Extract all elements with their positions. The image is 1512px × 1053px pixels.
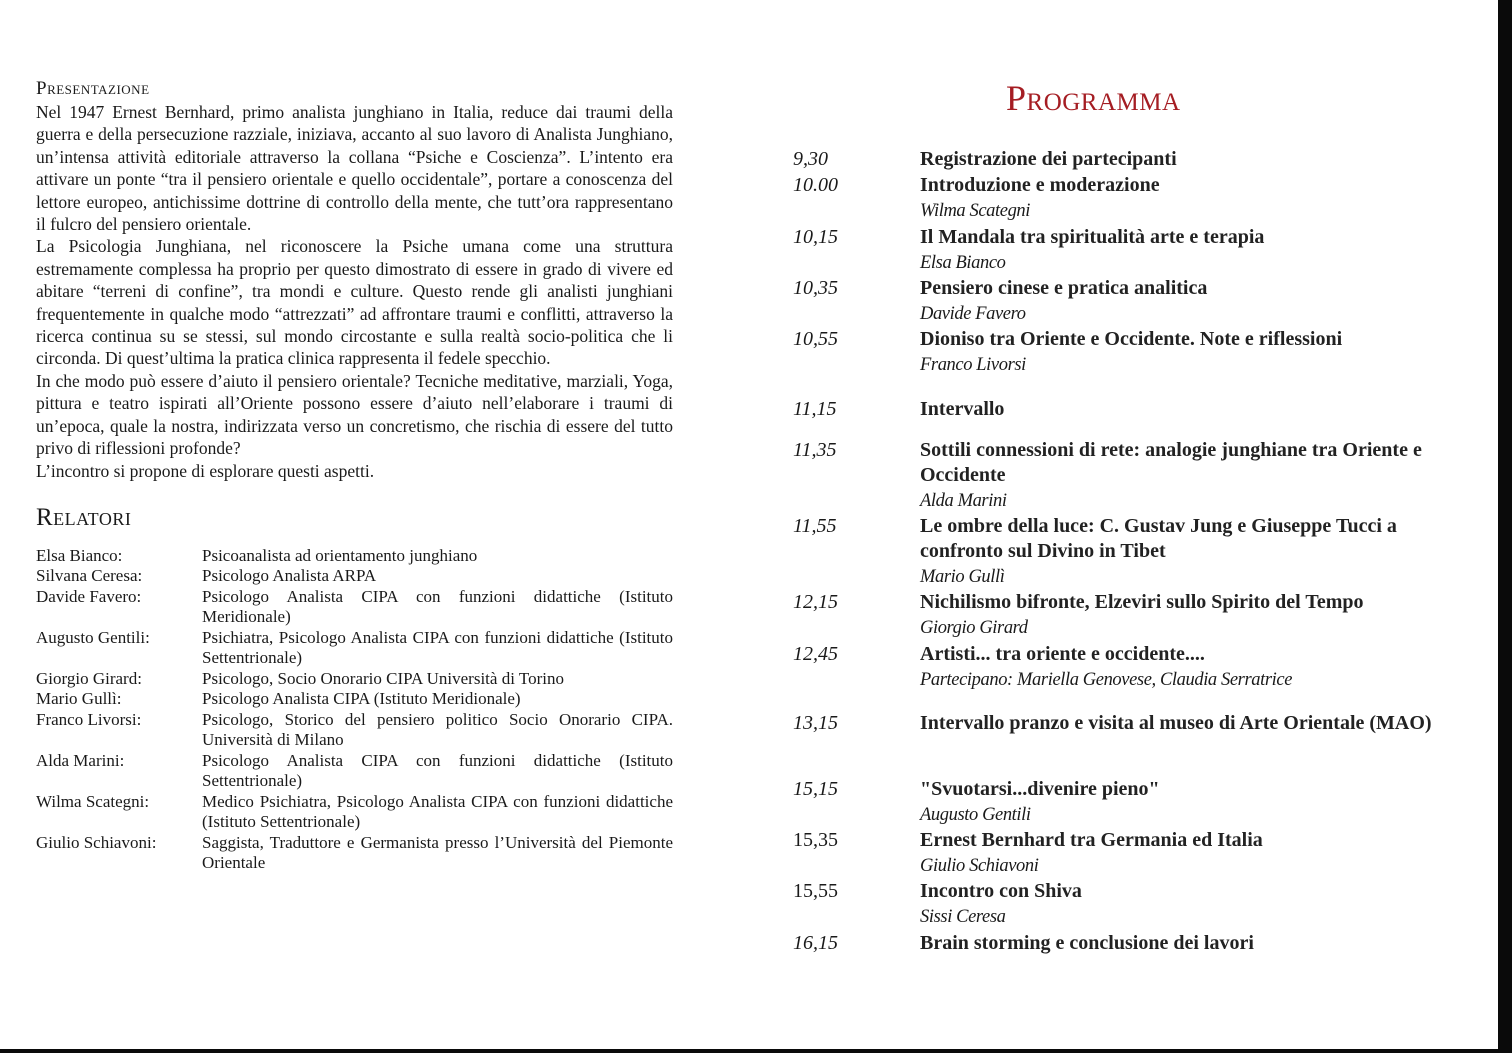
bottom-border xyxy=(0,1049,1512,1053)
program-item xyxy=(793,777,1453,828)
program-time: 10,55 xyxy=(793,328,838,350)
relatore-desc: Psicologo, Socio Onorario CIPA Università di Torino xyxy=(202,668,564,688)
relatore-row xyxy=(36,566,673,587)
program-time: 10,15 xyxy=(793,226,838,248)
program-title: Pensiero cinese e pratica analitica xyxy=(920,277,1208,299)
relatore-desc: Psicologo Analista ARPA xyxy=(202,566,377,586)
relatore-row xyxy=(36,669,673,690)
program-item xyxy=(793,828,1453,879)
relatore-name: Giorgio Girard: xyxy=(36,668,142,688)
relatore-name: Elsa Bianco: xyxy=(36,545,123,565)
relatore-row xyxy=(36,833,673,874)
program-speaker: Augusto Gentili xyxy=(920,805,1031,825)
program-item xyxy=(793,173,1453,225)
program-title: Ernest Bernhard tra Germania ed Italia xyxy=(920,829,1263,851)
programma-list xyxy=(793,147,1453,957)
program-speaker: Elsa Bianco xyxy=(920,253,1006,273)
program-title: Introduzione e moderazione xyxy=(920,174,1160,196)
program-speaker: Sissi Ceresa xyxy=(920,907,1006,927)
presentazione-paragraph-4: L’incontro si propone di esplorare questi aspetti. xyxy=(36,460,375,481)
program-title: Dioniso tra Oriente e Occidente. Note e riflessioni xyxy=(920,328,1343,350)
program-item xyxy=(793,642,1453,711)
program-title: Nichilismo bifronte, Elzeviri sullo Spirito del Tempo xyxy=(920,591,1364,613)
presentazione-paragraph-3: In che modo può essere d’aiuto il pensiero orientale? Tecniche meditative, marziali, Yoga, pittura e teatro ispirati all’Oriente possono essere d’aiuto nell’elaborare i traumi di un’epoca, quale la nostra, indirizzata verso un concretismo, che rischia di essere del tutto privo di riflessioni profonde? xyxy=(36,370,673,459)
relatore-row xyxy=(36,546,673,567)
program-time: 15,55 xyxy=(793,880,838,902)
relatore-desc: Psicoanalista ad orientamento junghiano xyxy=(202,545,478,565)
program-time: 16,15 xyxy=(793,932,838,954)
program-item xyxy=(793,147,1453,173)
program-item xyxy=(793,514,1453,590)
program-speaker: Wilma Scategni xyxy=(920,201,1031,221)
program-time: 10,35 xyxy=(793,277,838,299)
relatore-name: Mario Gullì: xyxy=(36,689,122,709)
program-time: 13,15 xyxy=(793,712,838,734)
right-border xyxy=(1498,0,1512,1053)
program-time: 9,30 xyxy=(793,148,828,170)
program-item xyxy=(793,590,1453,642)
program-time: 10.00 xyxy=(793,174,838,196)
program-title: Intervallo xyxy=(920,398,1005,420)
program-title: Il Mandala tra spiritualità arte e terapia xyxy=(920,226,1265,248)
relatore-desc: Medico Psichiatra, Psicologo Analista CIPA con funzioni didattiche (Istituto Settentrionale) xyxy=(202,791,673,832)
relatore-name: Wilma Scategni: xyxy=(36,791,150,811)
relatore-name: Augusto Gentili: xyxy=(36,627,150,647)
program-item xyxy=(793,225,1453,276)
program-item xyxy=(793,711,1453,777)
program-time: 12,45 xyxy=(793,643,838,665)
relatore-desc: Psicologo, Storico del pensiero politico Socio Onorario CIPA. Università di Milano xyxy=(202,709,673,750)
relatore-desc: Psicologo Analista CIPA (Istituto Meridionale) xyxy=(202,689,521,709)
relatore-desc: Psichiatra, Psicologo Analista CIPA con funzioni didattiche (Istituto Settentrionale) xyxy=(202,627,673,668)
program-item xyxy=(793,931,1453,957)
program-title: Intervallo pranzo e visita al museo di Arte Orientale (MAO) xyxy=(920,712,1432,734)
relatori-heading: Relatori xyxy=(36,503,132,531)
program-title: Registrazione dei partecipanti xyxy=(920,148,1177,170)
program-item xyxy=(793,397,1453,438)
relatore-name: Davide Favero: xyxy=(36,586,142,606)
program-time: 11,35 xyxy=(793,439,837,461)
program-title: Le ombre della luce: C. Gustav Jung e Giuseppe Tucci a confronto sul Divino in Tibet xyxy=(920,515,1397,562)
program-time: 12,15 xyxy=(793,591,838,613)
relatore-name: Alda Marini: xyxy=(36,750,125,770)
program-speaker: Mario Gullì xyxy=(920,567,1005,587)
program-title: Artisti... tra oriente e occidente.... xyxy=(920,643,1205,665)
program-time: 15,15 xyxy=(793,778,838,800)
program-title: "Svuotarsi...divenire pieno" xyxy=(920,778,1160,800)
presentazione-paragraph-1: Nel 1947 Ernest Bernhard, primo analista junghiano in Italia, reduce dai traumi della guerra e della persecuzione razziale, iniziava, accanto al suo lavoro di Analista Junghiano, un’intensa attività editoriale attraverso la collana “Psiche e Coscienza”. L’intento era attivare un ponte “tra il pensiero orientale e quello occidentale”, portare a conoscenza del lettore europeo, antichissime dottrine di controllo della mente, che tutt’ora rappresentano il fulcro del pensiero orientale. xyxy=(36,102,673,235)
program-title: Sottili connessioni di rete: analogie junghiane tra Oriente e Occidente xyxy=(920,439,1422,486)
relatore-name: Giulio Schiavoni: xyxy=(36,832,157,852)
relatore-row xyxy=(36,628,673,669)
program-time: 15,35 xyxy=(793,829,838,851)
program-speaker: Partecipano: Mariella Genovese, Claudia Serratrice xyxy=(920,670,1293,690)
relatore-row xyxy=(36,710,673,751)
program-item xyxy=(793,327,1453,397)
program-speaker: Davide Favero xyxy=(920,304,1026,324)
relatore-row xyxy=(36,751,673,792)
presentazione-paragraph-2: La Psicologia Junghiana, nel riconoscere la Psiche umana come una struttura estremamente complessa ha proprio per questo dimostrato di essere in grado di vivere ed abitare “terreni di confine”, tra mondi e culture. Questo rende gli analisti junghiani frequentemente in qualche modo “attrezzati” ad affrontare traumi e conflitti, attraverso la ricerca continua su se stessi, sul mondo circostante e sulla realtà socio-politica che li circonda. Di quest’ultima la pratica clinica rappresenta il fedele specchio. xyxy=(36,236,673,369)
relatore-desc: Saggista, Traduttore e Germanista presso l’Università del Piemonte Orientale xyxy=(202,832,673,873)
program-speaker: Franco Livorsi xyxy=(920,355,1026,375)
relatore-row xyxy=(36,792,673,833)
relatori-list xyxy=(36,546,673,874)
relatore-row xyxy=(36,689,673,710)
program-title: Incontro con Shiva xyxy=(920,880,1082,902)
program-item xyxy=(793,879,1453,931)
program-title: Brain storming e conclusione dei lavori xyxy=(920,932,1254,954)
program-time: 11,15 xyxy=(793,398,837,420)
program-time: 11,55 xyxy=(793,515,837,537)
left-column xyxy=(36,78,673,874)
program-item xyxy=(793,438,1453,514)
relatore-row xyxy=(36,587,673,628)
relatore-name: Silvana Ceresa: xyxy=(36,566,143,586)
relatore-name: Franco Livorsi: xyxy=(36,709,142,729)
program-speaker: Giulio Schiavoni xyxy=(920,856,1039,876)
program-item xyxy=(793,276,1453,327)
relatore-desc: Psicologo Analista CIPA con funzioni didattiche (Istituto Meridionale) xyxy=(202,586,673,627)
programma-title: Programma xyxy=(1006,78,1181,118)
program-speaker: Alda Marini xyxy=(920,491,1007,511)
program-speaker: Giorgio Girard xyxy=(920,618,1028,638)
relatore-desc: Psicologo Analista CIPA con funzioni didattiche (Istituto Settentrionale) xyxy=(202,750,673,791)
presentazione-heading: Presentazione xyxy=(36,78,150,99)
